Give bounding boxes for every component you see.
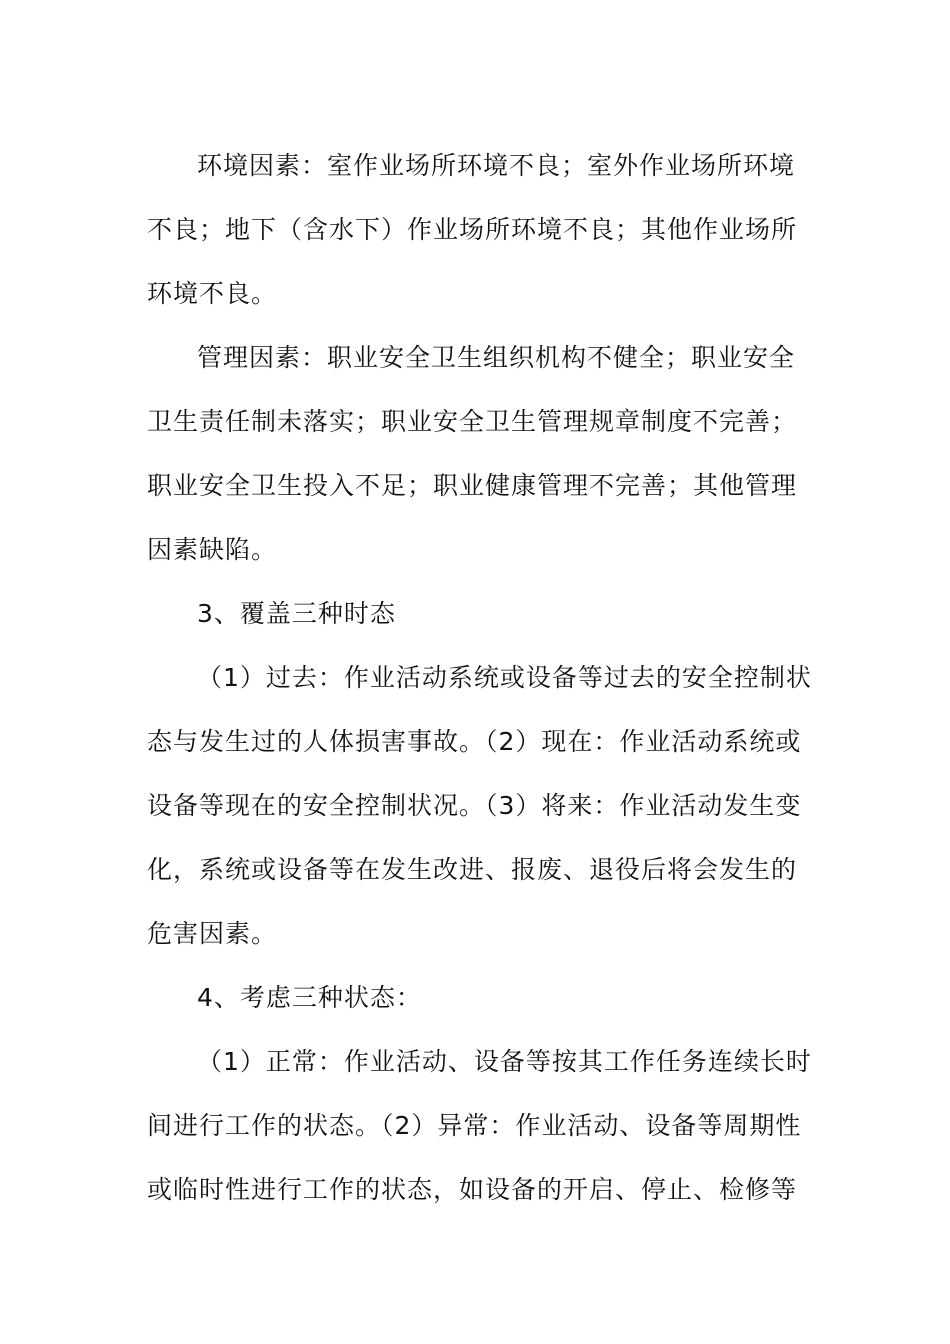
paragraph-states-line-2: 间进行工作的状态。（2）异常：作业活动、设备等周期性 bbox=[147, 1111, 802, 1140]
paragraph-tenses-line-1: （1）过去：作业活动系统或设备等过去的安全控制状 bbox=[197, 663, 812, 692]
paragraph-environment-line-2: 不良；地下（含水下）作业场所环境不良；其他作业场所 bbox=[147, 215, 798, 244]
paragraph-tenses-line-5: 危害因素。 bbox=[147, 919, 278, 948]
paragraph-states-line-3: 或临时性进行工作的状态，如设备的开启、停止、检修等 bbox=[147, 1175, 798, 1204]
paragraph-tenses-line-3: 设备等现在的安全控制状况。（3）将来：作业活动发生变 bbox=[147, 791, 802, 820]
paragraph-tenses-line-2: 态与发生过的人体损害事故。（2）现在：作业活动系统或 bbox=[147, 727, 802, 756]
paragraph-management-line-4: 因素缺陷。 bbox=[147, 535, 278, 564]
paragraph-management-line-3: 职业安全卫生投入不足；职业健康管理不完善；其他管理 bbox=[147, 471, 798, 500]
section-heading-three-tenses: 3、覆盖三种时态 bbox=[197, 599, 396, 628]
paragraph-environment-line-1: 环境因素：室作业场所环境不良；室外作业场所环境 bbox=[197, 151, 796, 180]
paragraph-environment-line-3: 环境不良。 bbox=[147, 279, 278, 308]
paragraph-management-line-2: 卫生责任制未落实；职业安全卫生管理规章制度不完善； bbox=[147, 407, 798, 436]
section-heading-three-states: 4、考虑三种状态： bbox=[197, 983, 422, 1012]
paragraph-management-line-1: 管理因素：职业安全卫生组织机构不健全；职业安全 bbox=[197, 343, 796, 372]
paragraph-states-line-1: （1）正常：作业活动、设备等按其工作任务连续长时 bbox=[197, 1047, 812, 1076]
paragraph-tenses-line-4: 化，系统或设备等在发生改进、报废、退役后将会发生的 bbox=[147, 855, 798, 884]
